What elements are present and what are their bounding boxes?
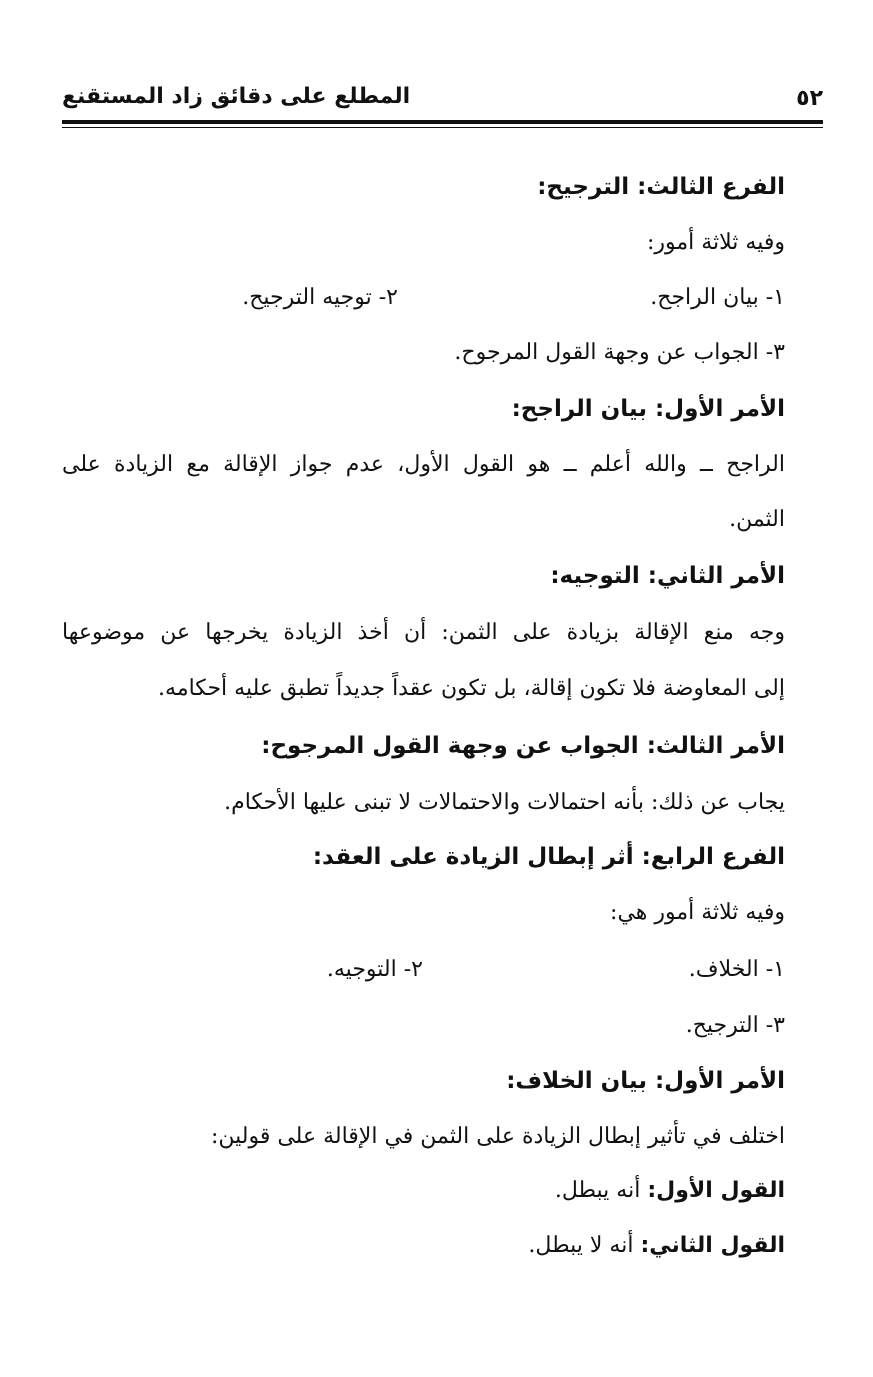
list-item-khilaf: ١- الخلاف. <box>688 957 785 982</box>
heading-branch-four: الفرع الرابع: أثر إبطال الزيادة على العقد: <box>312 844 785 870</box>
opinion-two-text: أنه لا يبطل. <box>528 1233 641 1258</box>
list-item-2: ٢- توجيه الترجيح. <box>242 285 398 310</box>
list-item-tarjih: ٣- الترجيح. <box>685 1013 785 1038</box>
opinion-two <box>62 1229 785 1263</box>
paragraph-khilaf: اختلف في تأثير إبطال الزيادة على الثمن في الإقالة على قولين: <box>210 1124 785 1149</box>
header-rule-thin <box>62 127 823 128</box>
opinion-one-text: أنه يبطل. <box>554 1178 648 1203</box>
list-item-3: ٣- الجواب عن وجهة القول المرجوح. <box>454 340 785 365</box>
heading-matter-one-khilaf: الأمر الأول: بيان الخلاف: <box>506 1068 785 1094</box>
paragraph-rajih-line-2: الثمن. <box>729 507 785 532</box>
page-header <box>62 80 823 120</box>
paragraph-answer: يجاب عن ذلك: بأنه احتمالات والاحتمالات لا تبنى عليها الأحكام. <box>224 790 785 815</box>
opinion-two-label: القول الثاني: <box>640 1233 785 1258</box>
paragraph-rajih-line-1: الراجح ــ والله أعلم ــ هو القول الأول، عدم جواز الإقالة مع الزيادة على <box>62 452 785 477</box>
list-item-1: ١- بيان الراجح. <box>650 285 785 310</box>
opinion-one <box>62 1174 785 1208</box>
opinion-one-label: القول الأول: <box>647 1178 785 1203</box>
heading-matter-one: الأمر الأول: بيان الراجح: <box>511 396 785 422</box>
paragraph-tawjih-line-1: وجه منع الإقالة بزيادة على الثمن: أن أخذ الزيادة يخرجها عن موضوعها <box>62 620 785 645</box>
heading-matter-three: الأمر الثالث: الجواب عن وجهة القول المرجوح: <box>261 733 785 759</box>
page-number: ٥٢ <box>796 86 823 111</box>
paragraph-three-matters: وفيه ثلاثة أمور: <box>646 230 785 255</box>
header-rule-thick <box>62 120 823 124</box>
paragraph-three-matters-2: وفيه ثلاثة أمور هي: <box>610 900 785 925</box>
paragraph-tawjih-line-2: إلى المعاوضة فلا تكون إقالة، بل تكون عقداً جديداً تطبق عليه أحكامه. <box>158 676 785 701</box>
list-item-tawjih: ٢- التوجيه. <box>326 957 423 982</box>
heading-branch-three: الفرع الثالث: الترجيح: <box>537 174 785 200</box>
book-title: المطلع على دقائق زاد المستقنع <box>62 84 411 109</box>
heading-matter-two: الأمر الثاني: التوجيه: <box>550 563 785 589</box>
